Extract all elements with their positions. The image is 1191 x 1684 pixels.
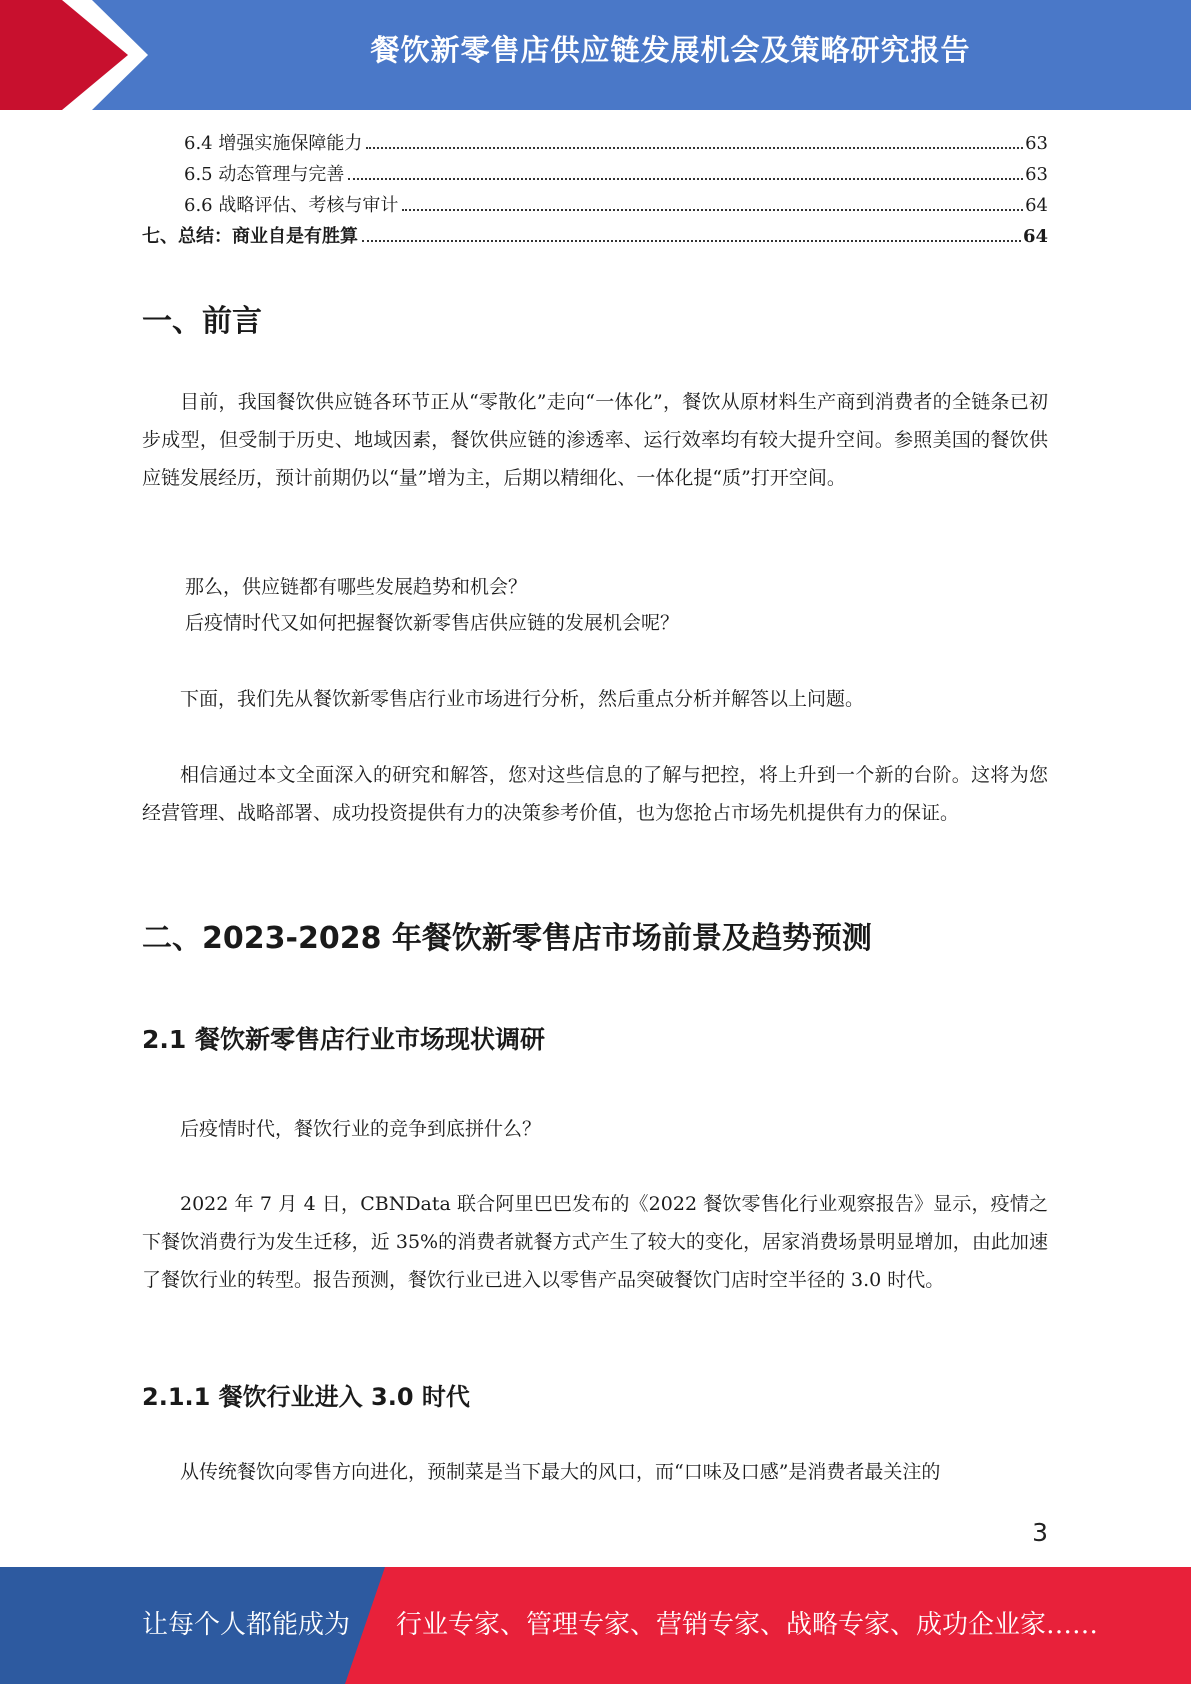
page-footer <box>0 1567 1191 1684</box>
subsection-heading-2-1-1: 2.1.1 餐饮行业进入 3.0 时代 <box>142 1383 470 1411</box>
toc-leader-dots <box>362 240 1021 242</box>
toc-entry-page: 64 <box>1022 226 1048 247</box>
footer-slogan-right: 行业专家、管理专家、营销专家、战略专家、成功企业家…… <box>396 1610 1099 1640</box>
toc-entry[interactable] <box>142 128 1048 159</box>
page-header <box>0 0 1191 110</box>
footer-slogan-left: 让每个人都能成为 <box>142 1610 351 1640</box>
toc-entry-label: 6.5 动态管理与完善 <box>184 164 345 185</box>
toc-entry[interactable] <box>142 159 1048 190</box>
table-of-contents <box>142 128 1048 252</box>
preface-paragraph-1: 目前，我国餐饮供应链各环节正从“零散化”走向“一体化”，餐饮从原材料生产商到消费者的全链条已初步成型，但受制于历史、地域因素，餐饮供应链的渗透率、运行效率均有较大提升空间。参照美国的餐饮供应链发展经历，预计前期仍以“量”增为主，后期以精细化、一体化提“质”打开空间。 <box>142 391 1048 489</box>
toc-entry[interactable] <box>142 221 1048 252</box>
preface-paragraph-2: 下面，我们先从餐饮新零售店行业市场进行分析，然后重点分析并解答以上问题。 <box>180 688 865 710</box>
document-title: 餐饮新零售店供应链发展机会及策略研究报告 <box>370 33 971 67</box>
page-number: 3 <box>1032 1518 1048 1547</box>
toc-leader-dots <box>348 178 1023 180</box>
toc-entry-page: 64 <box>1025 195 1048 216</box>
toc-entry-page: 63 <box>1025 133 1048 154</box>
subsection-2-1-1-paragraph-1: 从传统餐饮向零售方向进化，预制菜是当下最大的风口，而“口味及口感”是消费者最关注的 <box>180 1461 941 1483</box>
toc-leader-dots <box>366 147 1023 149</box>
toc-entry[interactable] <box>142 190 1048 221</box>
toc-entry-label: 6.4 增强实施保障能力 <box>184 133 363 154</box>
toc-leader-dots <box>402 209 1023 211</box>
section-heading-market-forecast: 二、2023-2028 年餐饮新零售店市场前景及趋势预测 <box>142 921 872 956</box>
subsection-2-1-paragraph-2: 2022 年 7 月 4 日，CBNData 联合阿里巴巴发布的《2022 餐饮零售化行业观察报告》显示，疫情之下餐饮消费行为发生迁移，近 35%的消费者就餐方式产生了较大的变化，居家消费场景明显增加，由此加速了餐饮行业的转型。报告预测，餐饮行业已进入以零售产品突破餐饮门店时空半径的 3.0 时代。 <box>142 1193 1048 1291</box>
toc-entry-page: 63 <box>1025 164 1048 185</box>
subsection-2-1-paragraph-1: 后疫情时代，餐饮行业的竞争到底拼什么？ <box>180 1118 542 1140</box>
toc-entry-label: 6.6 战略评估、考核与审计 <box>184 195 399 216</box>
preface-question-2: 后疫情时代又如何把握餐饮新零售店供应链的发展机会呢？ <box>185 612 680 634</box>
section-heading-preface: 一、前言 <box>142 304 262 339</box>
toc-entry-label: 七、总结：商业自是有胜算 <box>142 226 358 247</box>
preface-question-1: 那么，供应链都有哪些发展趋势和机会？ <box>185 576 528 598</box>
preface-paragraph-3: 相信通过本文全面深入的研究和解答，您对这些信息的了解与把控，将上升到一个新的台阶。这将为您经营管理、战略部署、成功投资提供有力的决策参考价值，也为您抢占市场先机提供有力的保证。 <box>142 764 1048 824</box>
header-chevron-decoration <box>0 0 160 110</box>
subsection-heading-2-1: 2.1 餐饮新零售店行业市场现状调研 <box>142 1025 545 1054</box>
